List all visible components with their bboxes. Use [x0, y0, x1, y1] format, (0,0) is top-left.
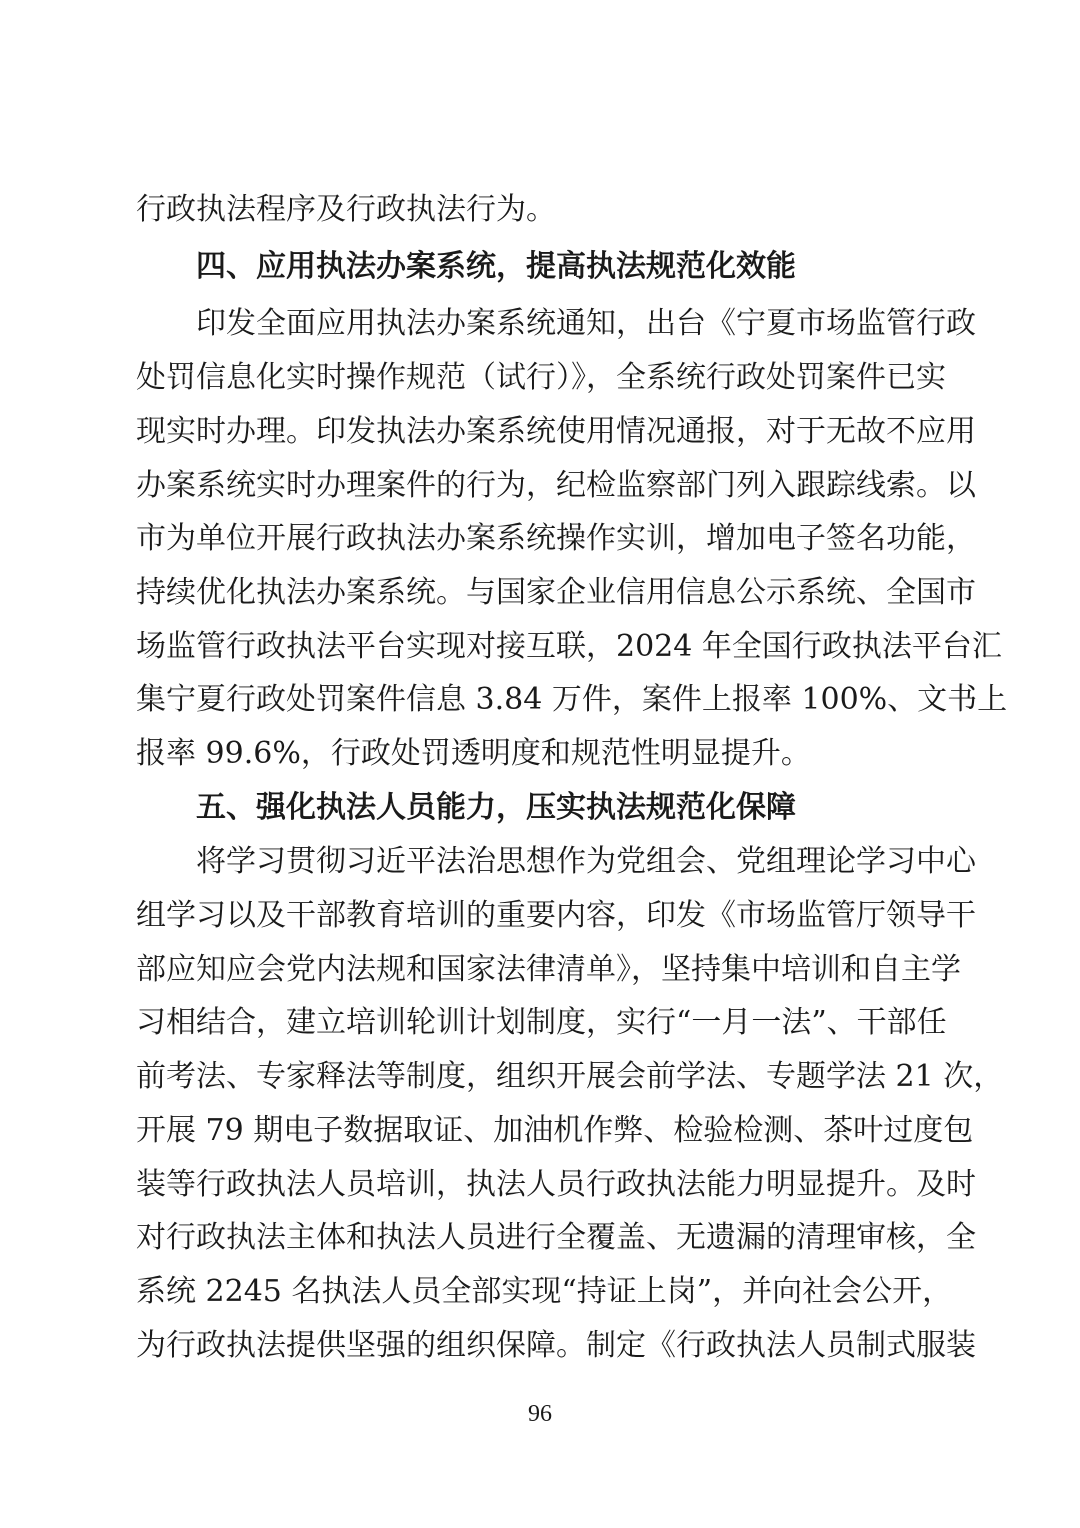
body-line: 对行政执法主体和执法人员进行全覆盖、无遗漏的清理审核，全	[136, 1220, 976, 1255]
body-line: 办案系统实时办理案件的行为，纪检监察部门列入跟踪线索。以	[136, 468, 976, 503]
body-line: 习相结合，建立培训轮训计划制度，实行“一月一法”、干部任	[136, 1005, 947, 1040]
body-line: 部应知应会党内法规和国家法律清单》，坚持集中培训和自主学	[136, 952, 961, 987]
body-line: 开展 79 期电子数据取证、加油机作弊、检验检测、茶叶过度包	[136, 1113, 974, 1148]
body-line: 场监管行政执法平台实现对接互联，2024 年全国行政执法平台汇	[136, 629, 1002, 664]
body-line: 前考法、专家释法等制度，组织开展会前学法、专题学法 21 次，	[136, 1059, 1004, 1094]
section-heading: 四、应用执法办案系统，提高执法规范化效能	[196, 249, 796, 284]
body-line: 持续优化执法办案系统。与国家企业信用信息公示系统、全国市	[136, 575, 976, 610]
body-line: 现实时办理。印发执法办案系统使用情况通报，对于无故不应用	[136, 414, 976, 449]
body-line: 市为单位开展行政执法办案系统操作实训，增加电子签名功能，	[136, 521, 976, 556]
section-heading: 五、强化执法人员能力，压实执法规范化保障	[196, 790, 796, 825]
page-number: 96	[528, 1401, 552, 1427]
body-line: 集宁夏行政处罚案件信息 3.84 万件，案件上报率 100%、文书上	[136, 682, 1008, 717]
body-line: 为行政执法提供坚强的组织保障。制定《行政执法人员制式服装	[136, 1328, 976, 1363]
body-line: 装等行政执法人员培训，执法人员行政执法能力明显提升。及时	[136, 1167, 976, 1202]
body-line: 组学习以及干部教育培训的重要内容，印发《市场监管厅领导干	[136, 898, 976, 933]
body-line: 系统 2245 名执法人员全部实现“持证上岗”，并向社会公开，	[136, 1274, 953, 1309]
body-line: 报率 99.6%，行政处罚透明度和规范性明显提升。	[136, 736, 811, 771]
body-line: 将学习贯彻习近平法治思想作为党组会、党组理论学习中心	[196, 844, 976, 879]
body-line: 处罚信息化实时操作规范（试行）》，全系统行政处罚案件已实	[136, 360, 946, 395]
body-line: 行政执法程序及行政执法行为。	[136, 192, 556, 227]
body-line: 印发全面应用执法办案系统通知，出台《宁夏市场监管行政	[196, 306, 976, 341]
